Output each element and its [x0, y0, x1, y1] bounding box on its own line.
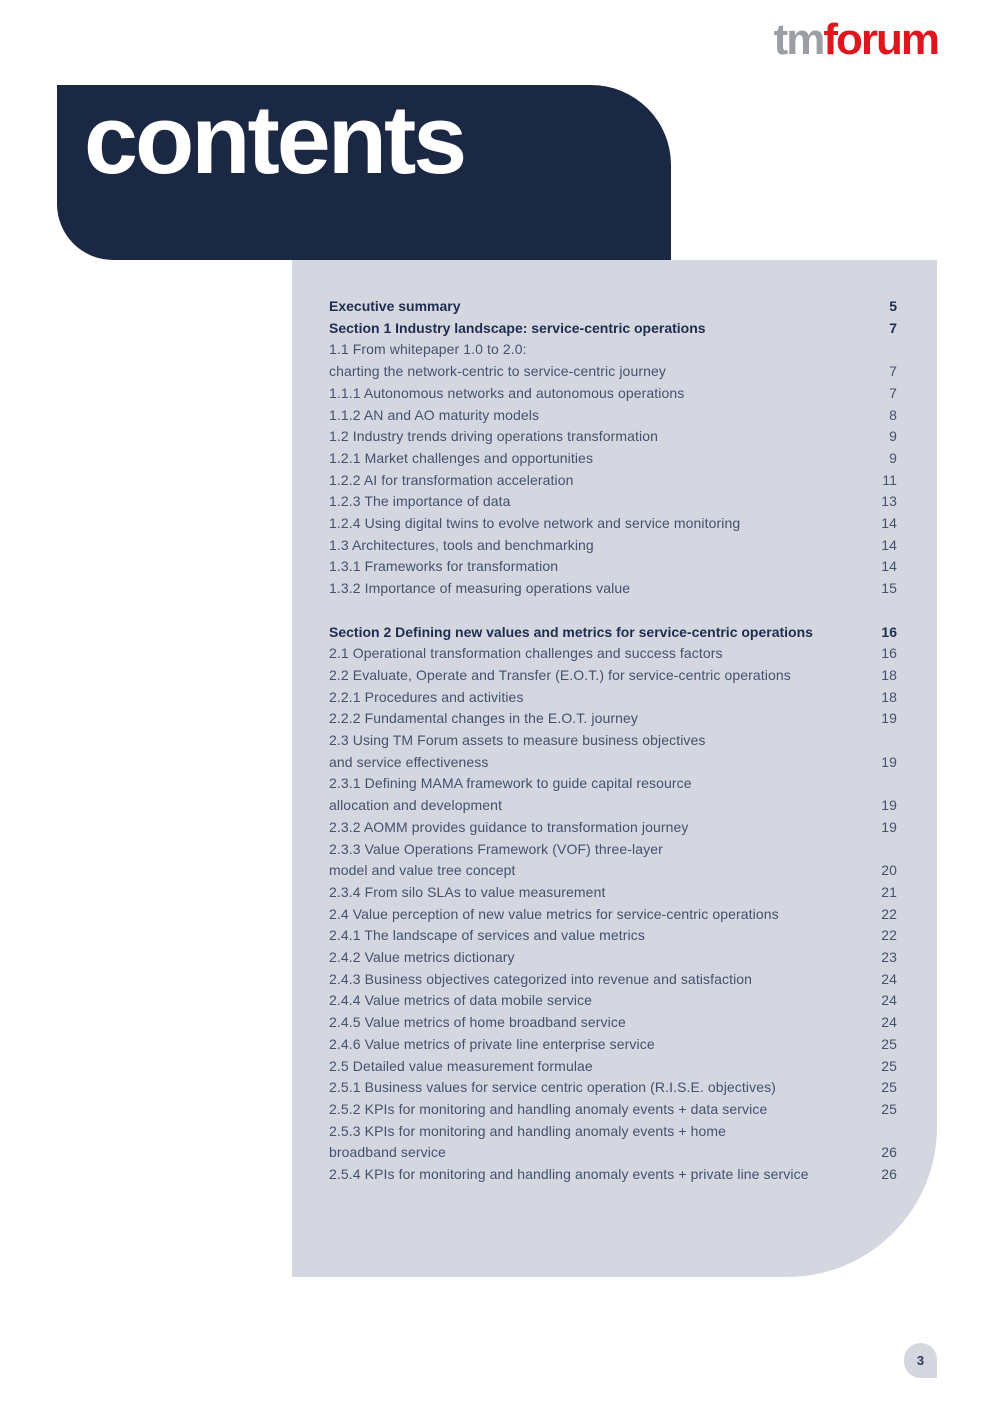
- toc-entry: [329, 773, 897, 795]
- toc-entry-page: 24: [881, 1014, 897, 1031]
- toc-entry: [329, 556, 897, 578]
- toc-entry-label: 2.1 Operational transformation challenges and success factors: [329, 645, 723, 662]
- toc-entry: [329, 1034, 897, 1056]
- toc-entry-page: 22: [881, 927, 897, 944]
- toc-entry-page: 19: [881, 710, 897, 727]
- toc-entry-label: 2.5.3 KPIs for monitoring and handling anomaly events + home: [329, 1122, 727, 1139]
- toc-entry: [329, 904, 897, 926]
- toc-entry-label: and service effectiveness: [329, 753, 489, 770]
- toc-entry-page: 16: [881, 645, 897, 662]
- toc-entry: [329, 687, 897, 709]
- toc-entry: [329, 339, 897, 361]
- toc-entry: [329, 969, 897, 991]
- toc-list: [329, 296, 897, 1186]
- toc-entry-label: 2.2 Evaluate, Operate and Transfer (E.O.T.) for service-centric operations: [329, 666, 791, 683]
- toc-entry-label: allocation and development: [329, 797, 503, 814]
- toc-entry-label: 2.3.3 Value Operations Framework (VOF) three-layer: [329, 840, 663, 857]
- toc-entry: [329, 535, 897, 557]
- toc-entry: [329, 1121, 897, 1143]
- toc-entry-page: 9: [889, 449, 897, 466]
- toc-entry: [329, 817, 897, 839]
- toc-entry: [329, 491, 897, 513]
- toc-entry-page: 14: [881, 515, 897, 532]
- tmforum-logo: [773, 15, 938, 64]
- toc-entry-page: 18: [881, 688, 897, 705]
- toc-entry-label: 1.3.1 Frameworks for transformation: [329, 558, 559, 575]
- toc-entry-page: 14: [881, 536, 897, 553]
- toc-entry-label: charting the network-centric to service-centric journey: [329, 363, 666, 380]
- toc-entry-page: 7: [889, 384, 897, 401]
- toc-entry-label: 2.4.2 Value metrics dictionary: [329, 949, 515, 966]
- toc-entry: [329, 1077, 897, 1099]
- toc-entry-page: 24: [881, 992, 897, 1009]
- toc-entry-page: 8: [889, 406, 897, 423]
- toc-entry-page: 26: [881, 1166, 897, 1183]
- toc-entry-page: 19: [881, 797, 897, 814]
- page-number-badge: [904, 1343, 937, 1378]
- toc-entry: [329, 752, 897, 774]
- toc-entry: [329, 643, 897, 665]
- toc-panel: [292, 260, 937, 1277]
- toc-entry-page: 26: [881, 1144, 897, 1161]
- toc-entry: [329, 1164, 897, 1186]
- toc-entry-page: 25: [881, 1079, 897, 1096]
- toc-entry: [329, 622, 897, 644]
- toc-entry: [329, 925, 897, 947]
- toc-entry-label: 2.3.1 Defining MAMA framework to guide capital resource: [329, 775, 692, 792]
- toc-entry-label: 2.5.2 KPIs for monitoring and handling anomaly events + data service: [329, 1101, 768, 1117]
- toc-entry-label: Executive summary: [329, 298, 461, 314]
- toc-entry: [329, 1012, 897, 1034]
- toc-entry: [329, 990, 897, 1012]
- toc-entry: [329, 318, 897, 340]
- toc-entry: [329, 1056, 897, 1078]
- toc-entry-label: 1.2 Industry trends driving operations transformation: [329, 428, 659, 445]
- toc-entry-label: 2.3.4 From silo SLAs to value measurement: [329, 883, 606, 900]
- toc-entry-page: 19: [881, 753, 897, 770]
- toc-entry: [329, 513, 897, 535]
- toc-entry-label: 2.5 Detailed value measurement formulae: [329, 1057, 593, 1074]
- toc-entry-page: 25: [881, 1057, 897, 1074]
- toc-entry-label: 2.4.3 Business objectives categorized into revenue and satisfaction: [329, 970, 753, 987]
- toc-entry: [329, 1099, 897, 1121]
- toc-entry-label: 2.4.5 Value metrics of home broadband service: [329, 1014, 626, 1031]
- toc-entry-label: 1.1 From whitepaper 1.0 to 2.0:: [329, 341, 527, 358]
- toc-entry: [329, 708, 897, 730]
- toc-entry-label: 2.4 Value perception of new value metrics for service-centric operations: [329, 905, 779, 922]
- toc-entry-label: 2.5.4 KPIs for monitoring and handling anomaly events + private line service: [329, 1166, 809, 1183]
- page-title: contents: [84, 85, 465, 194]
- toc-entry-page: 21: [881, 883, 897, 900]
- toc-entry-page: 22: [881, 905, 897, 922]
- toc-entry: [329, 578, 897, 600]
- logo-forum-text: forum: [823, 15, 938, 64]
- toc-entry-page: 7: [889, 319, 897, 336]
- toc-entry-label: 1.3.2 Importance of measuring operations value: [329, 580, 631, 597]
- toc-entry-page: 15: [881, 580, 897, 597]
- toc-entry-page: 23: [881, 949, 897, 966]
- toc-entry-label: 1.2.3 The importance of data: [329, 493, 511, 510]
- toc-entry-page: 25: [881, 1035, 897, 1052]
- toc-entry-page: 20: [881, 862, 897, 879]
- toc-entry: [329, 882, 897, 904]
- toc-entry-page: 24: [881, 970, 897, 987]
- toc-entry-page: 19: [881, 818, 897, 835]
- toc-entry: [329, 361, 897, 383]
- toc-entry: [329, 383, 897, 405]
- toc-entry: [329, 405, 897, 427]
- toc-entry: [329, 665, 897, 687]
- toc-entry-label: 2.4.6 Value metrics of private line enterprise service: [329, 1035, 655, 1052]
- toc-entry-page: 25: [881, 1101, 897, 1117]
- toc-entry-page: 5: [889, 298, 897, 314]
- toc-entry: [329, 947, 897, 969]
- toc-entry: [329, 426, 897, 448]
- toc-entry-page: 9: [889, 428, 897, 445]
- toc-entry-label: 1.3 Architectures, tools and benchmarking: [329, 536, 594, 553]
- toc-entry-label: 2.3 Using TM Forum assets to measure business objectives: [329, 732, 706, 749]
- page-number: 3: [916, 1353, 925, 1368]
- toc-entry: [329, 296, 897, 318]
- toc-entry-label: 1.2.1 Market challenges and opportunities: [329, 449, 594, 466]
- toc-entry-page: 13: [881, 493, 897, 510]
- toc-entry-page: 7: [889, 363, 897, 380]
- toc-entry-page: 18: [881, 666, 897, 683]
- toc-entry-label: 1.2.4 Using digital twins to evolve network and service monitoring: [329, 515, 741, 532]
- toc-entry: [329, 470, 897, 492]
- toc-entry-label: 1.1.2 AN and AO maturity models: [329, 406, 540, 423]
- toc-entry-label: 1.1.1 Autonomous networks and autonomous operations: [329, 384, 685, 401]
- toc-entry-label: Section 1 Industry landscape: service-centric operations: [329, 319, 706, 336]
- toc-entry-label: 1.2.2 AI for transformation acceleration: [329, 471, 574, 488]
- toc-entry-label: 2.5.1 Business values for service centric operation (R.I.S.E. objectives): [329, 1079, 776, 1096]
- toc-entry-label: model and value tree concept: [329, 862, 516, 879]
- toc-entry: [329, 860, 897, 882]
- contents-banner: [57, 85, 671, 260]
- toc-entry-label: 2.2.2 Fundamental changes in the E.O.T. journey: [329, 710, 638, 727]
- logo-tm-text: tm: [773, 15, 824, 64]
- toc-entry-label: 2.4.4 Value metrics of data mobile service: [329, 992, 593, 1009]
- toc-spacer: [329, 600, 897, 622]
- toc-entry: [329, 1142, 897, 1164]
- toc-entry-page: 11: [882, 471, 897, 488]
- toc-entry-label: 2.4.1 The landscape of services and value metrics: [329, 927, 645, 944]
- toc-entry-label: 2.2.1 Procedures and activities: [329, 688, 524, 705]
- toc-entry-label: broadband service: [329, 1144, 446, 1161]
- toc-entry: [329, 839, 897, 861]
- toc-entry-label: Section 2 Defining new values and metrics for service-centric operations: [329, 623, 813, 640]
- toc-entry: [329, 448, 897, 470]
- toc-entry-page: 16: [881, 623, 897, 640]
- toc-entry: [329, 730, 897, 752]
- toc-entry-label: 2.3.2 AOMM provides guidance to transformation journey: [329, 818, 689, 835]
- toc-entry: [329, 795, 897, 817]
- toc-entry-page: 14: [881, 558, 897, 575]
